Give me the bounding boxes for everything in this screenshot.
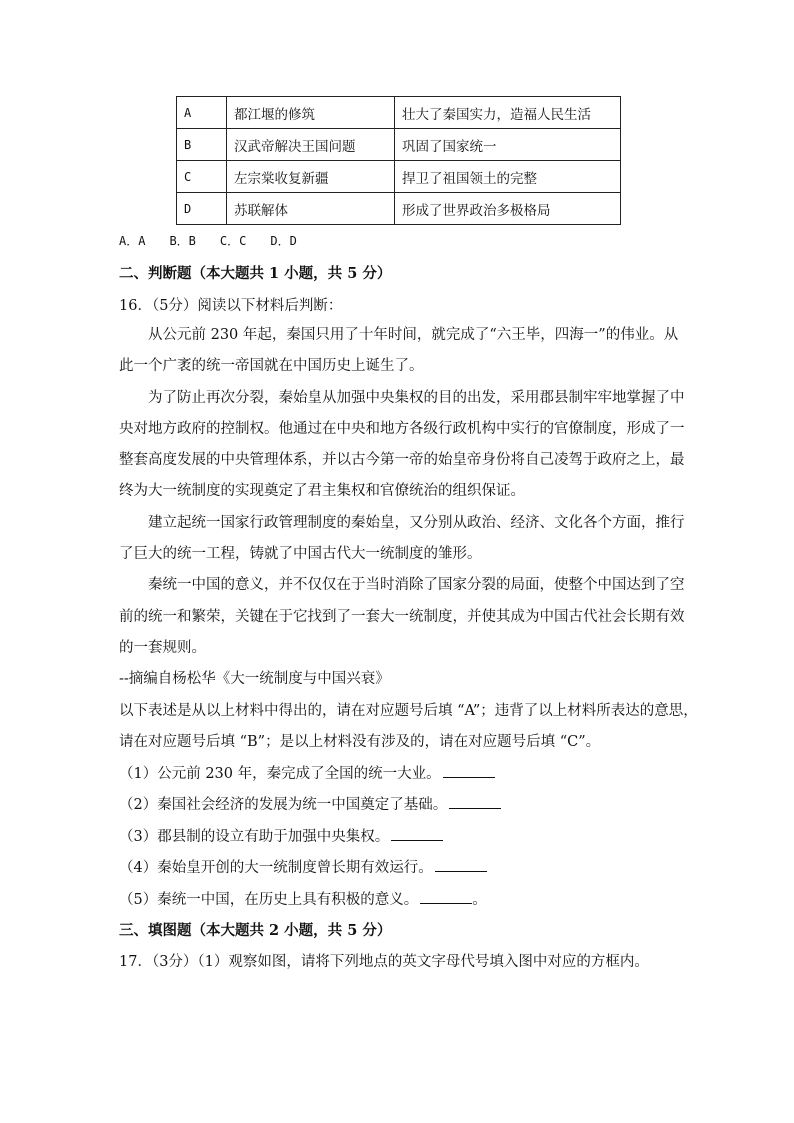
table-row [177, 161, 621, 193]
question-16-stem: 16．（5分）阅读以下材料后判断： [119, 298, 343, 314]
question-17-stem: 17．（3分）（1）观察如图，请将下列地点的英文字母代号填入图中对应的方框内。 [119, 954, 649, 970]
passage-line: 从公元前 230 年起，秦国只用了十年时间，就完成了“六王毕，四海一”的伟业。从 [148, 327, 679, 343]
statement-3 [119, 825, 443, 846]
option-letter: C [177, 161, 227, 193]
passage-line: 建立起统一国家行政管理制度的秦始皇，又分别从政治、经济、文化各个方面，推行 [148, 514, 685, 531]
statement-text: （5）秦统一中国，在历史上具有积极的意义。 [119, 892, 419, 908]
option-letter: B [177, 129, 227, 161]
reading-passage [119, 320, 685, 664]
option-effect: 巩固了国家统一 [395, 129, 621, 161]
table-row [177, 129, 621, 161]
option-effect: 捍卫了祖国领土的完整 [395, 161, 621, 193]
answer-choices: A．A B．B C．C D．D [119, 234, 297, 248]
passage-source: --摘编自杨松华《大一统制度与中国兴衰》 [119, 671, 390, 687]
answer-blank[interactable] [435, 857, 487, 872]
statement-tail: 。 [472, 892, 487, 908]
instruction-line: 请在对应题号后填 “B”；是以上材料没有涉及的，请在对应题号后填 “C”。 [119, 734, 601, 750]
section-2-heading: 二、判断题（本大题共 1 小题，共 5 分） [119, 265, 392, 282]
option-letter: A [177, 97, 227, 129]
passage-line: 央对地方政府的控制权。他通过在中央和地方各级行政机构中实行的官僚制度，形成了一 [119, 420, 685, 437]
statement-1 [119, 762, 495, 783]
statement-text: （1）公元前 230 年，秦完成了全国的统一大业。 [119, 766, 441, 782]
table-row [177, 193, 621, 225]
option-event: 都江堰的修筑 [227, 97, 395, 129]
statement-text: （2）秦国社会经济的发展为统一中国奠定了基础。 [119, 797, 448, 813]
instruction-line: 以下表述是从以上材料中得出的，请在对应题号后填 “A”；违背了以上材料所表达的意思， [119, 703, 698, 719]
answer-blank[interactable] [391, 826, 443, 841]
answer-blank[interactable] [449, 794, 501, 809]
statement-2 [119, 793, 501, 814]
option-effect: 形成了世界政治多极格局 [395, 193, 621, 225]
passage-line: 终为大一统制度的实现奠定了君主集权和官僚统治的组织保证。 [119, 483, 525, 500]
passage-line: 整套高度发展的中央管理体系，并以古今第一帝的始皇帝身份将自己凌驾于政府之上，最 [119, 452, 685, 469]
option-letter: D [177, 193, 227, 225]
answer-blank[interactable] [443, 763, 495, 778]
answer-blank[interactable] [420, 889, 472, 904]
passage-line: 此一个广袤的统一帝国就在中国历史上诞生了。 [119, 358, 424, 375]
passage-line: 秦统一中国的意义，并不仅仅在于当时消除了国家分裂的局面，使整个中国达到了空 [148, 577, 685, 594]
section-3-heading: 三、填图题（本大题共 2 小题，共 5 分） [119, 922, 392, 939]
passage-line: 的一套规则。 [119, 639, 206, 656]
option-event: 苏联解体 [227, 193, 395, 225]
options-table [176, 96, 621, 225]
table-row [177, 97, 621, 129]
statement-text: （4）秦始皇开创的大一统制度曾长期有效运行。 [119, 860, 433, 876]
statement-4 [119, 856, 487, 877]
passage-line: 了巨大的统一工程，铸就了中国古代大一统制度的雏形。 [119, 546, 482, 563]
passage-line: 前的统一和繁荣，关键在于它找到了一套大一统制度，并使其成为中国古代社会长期有效 [119, 608, 685, 625]
option-effect: 壮大了秦国实力，造福人民生活 [395, 97, 621, 129]
statement-text: （3）郡县制的设立有助于加强中央集权。 [119, 829, 390, 845]
option-event: 左宗棠收复新疆 [227, 161, 395, 193]
passage-line: 为了防止再次分裂，秦始皇从加强中央集权的目的出发，采用郡县制牢牢地掌握了中 [148, 389, 685, 406]
option-event: 汉武帝解决王国问题 [227, 129, 395, 161]
statement-5 [119, 888, 487, 909]
